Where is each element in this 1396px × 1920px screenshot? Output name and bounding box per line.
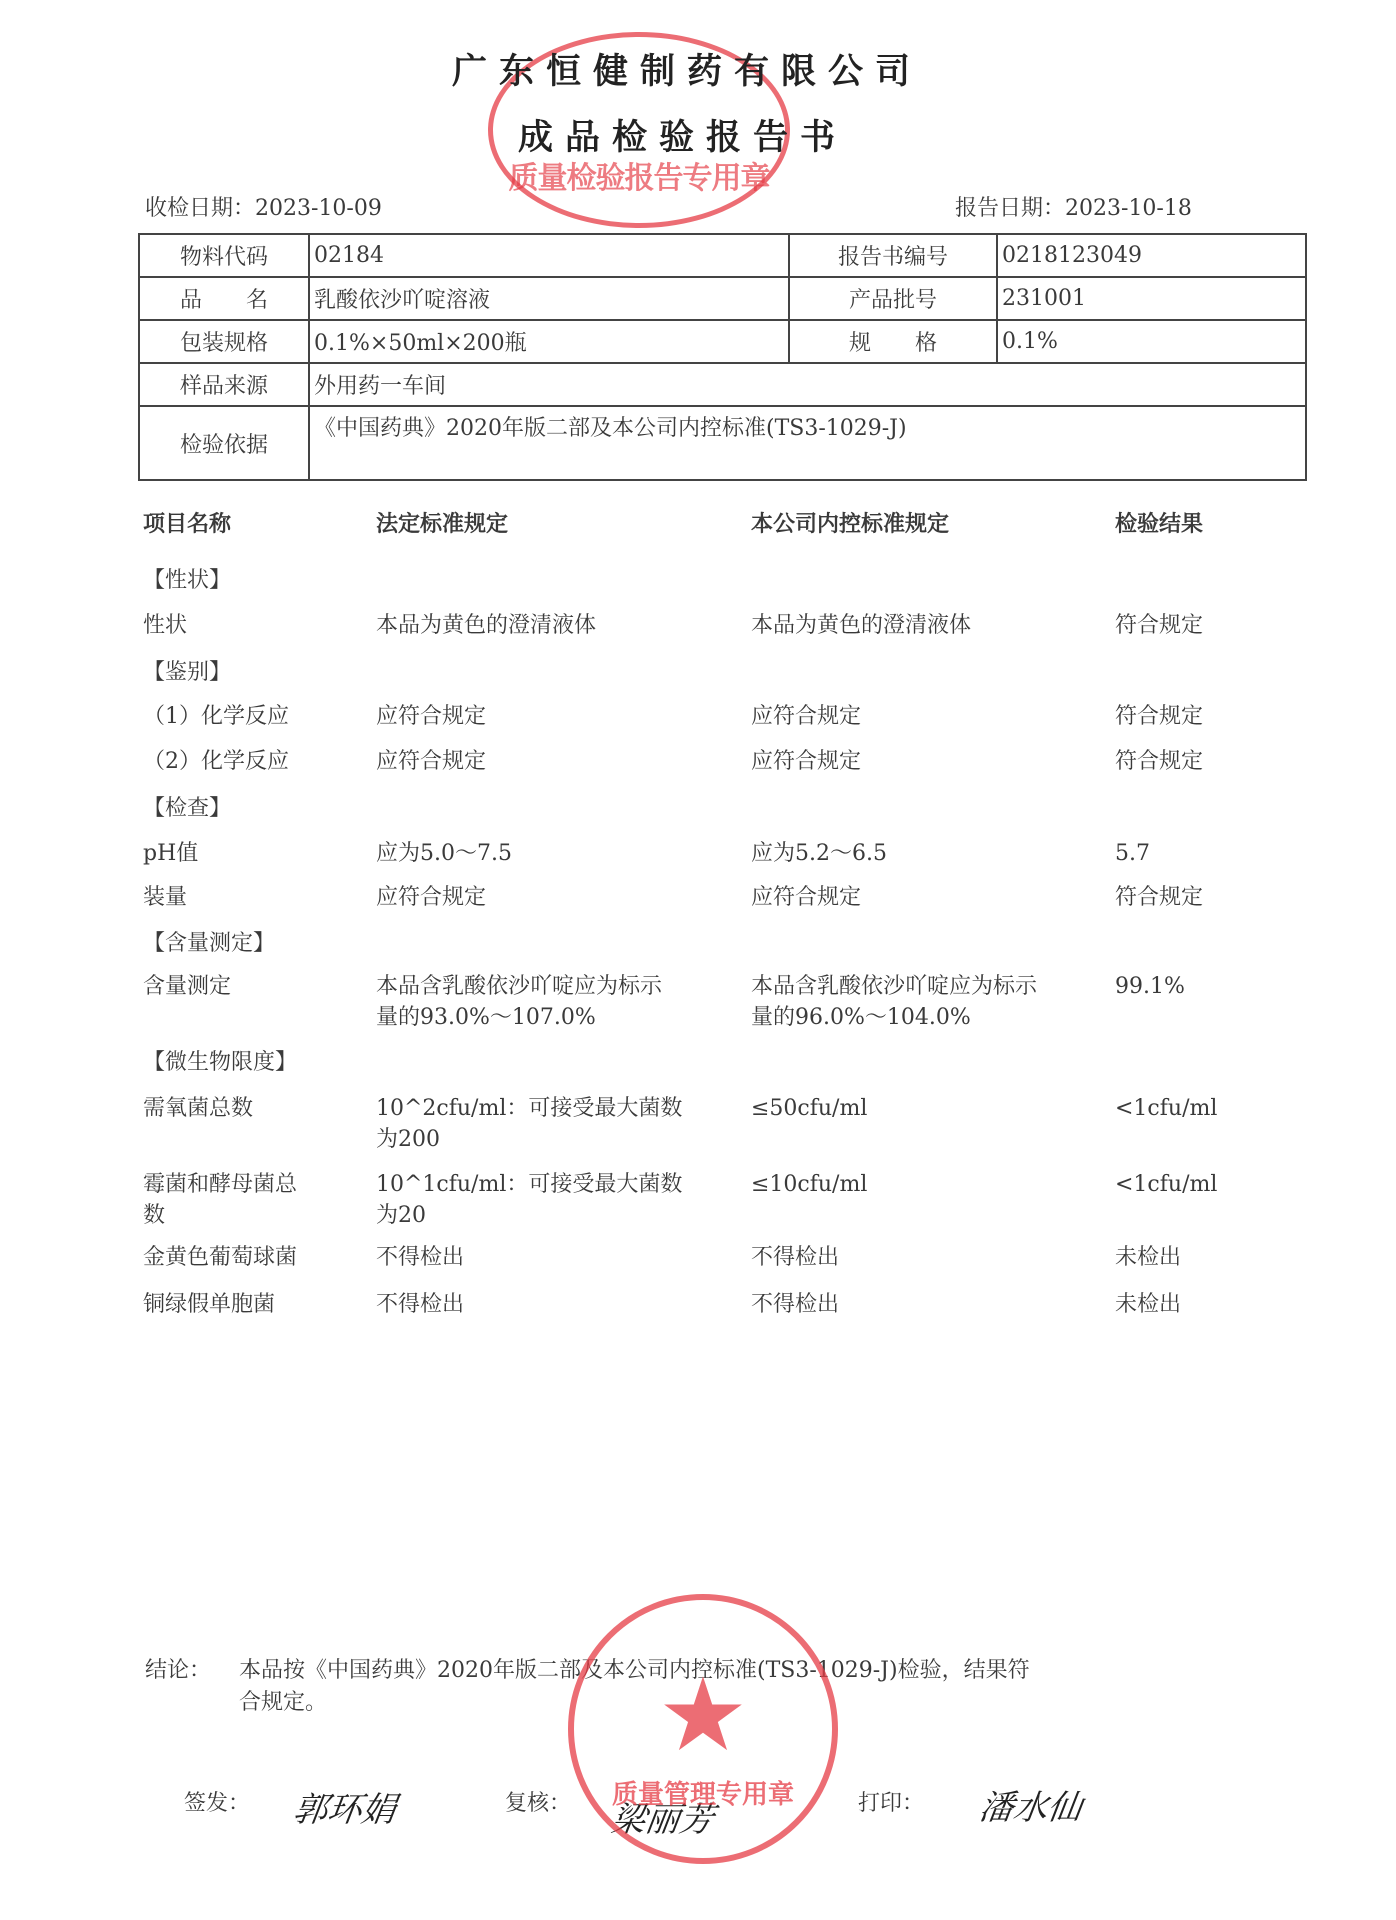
cell-legal: 本品为黄色的澄清液体 [376,613,597,638]
cell-legal: 不得检出 [376,1245,465,1270]
cell-item: 数 [143,1203,166,1228]
cell-legal: 为200 [376,1127,440,1152]
section-heading-item: 【鉴别】 [143,660,232,685]
cell-item: 含量测定 [143,974,232,999]
quality-seal-bottom: ★ 质量管理专用章 [568,1594,838,1864]
basis-label: 检验依据 [139,406,309,480]
section-heading-item: 【微生物限度】 [143,1050,298,1075]
cell-item: 金黄色葡萄球菌 [143,1245,298,1270]
cell-item: 霉菌和酵母菌总 [143,1172,298,1197]
cell-internal: 本品为黄色的澄清液体 [751,613,972,638]
cell-legal: 应符合规定 [376,749,487,774]
package-spec: 0.1%×50ml×200瓶 [309,320,789,363]
column-header-internal: 本公司内控标准规定 [751,511,950,537]
cell-internal: ≤10cfu/ml [751,1172,868,1197]
column-header-item: 项目名称 [143,511,232,537]
cell-legal: 应为5.0～7.5 [376,841,512,866]
cell-result: <1cfu/ml [1115,1172,1218,1197]
cell-legal: 10^2cfu/ml：可接受最大菌数 [376,1096,683,1121]
cell-internal: 应符合规定 [751,704,862,729]
print-signature: 潘水仙 [976,1788,1085,1828]
cell-item: pH值 [143,841,199,866]
section-heading-item: 【检查】 [143,796,232,821]
report-no: 0218123049 [997,234,1306,277]
receive-date-label: 收检日期： [145,196,256,221]
print-label: 打印： [858,1791,925,1816]
cell-internal: ≤50cfu/ml [751,1096,868,1121]
cell-internal: 量的96.0%～104.0% [751,1005,971,1030]
spec: 0.1% [997,320,1306,363]
column-header-legal: 法定标准规定 [376,511,509,537]
product-name: 乳酸依沙吖啶溶液 [309,277,789,320]
material-code: 02184 [309,234,789,277]
cell-legal: 量的93.0%～107.0% [376,1005,596,1030]
cell-legal: 本品含乳酸依沙吖啶应为标示 [376,974,663,999]
report-date [955,194,1192,224]
cell-item: （2）化学反应 [143,749,289,774]
cell-item: （1）化学反应 [143,704,289,729]
package-label: 包装规格 [139,320,309,363]
company-name: 广东恒健制药有限公司 [452,51,923,92]
section-heading-item: 【性状】 [143,568,232,593]
receive-date [145,194,382,224]
conclusion-label: 结论： [145,1658,212,1683]
cell-internal: 应符合规定 [751,749,862,774]
info-table [138,233,1307,481]
cell-result: 99.1% [1115,974,1185,999]
product-name-label: 品 名 [139,277,309,320]
material-code-label: 物料代码 [139,234,309,277]
review-signature: 梁丽芳 [608,1800,717,1840]
report-date-value: 2023-10-18 [1065,196,1192,221]
cell-result: 未检出 [1115,1245,1182,1270]
company-seal-top: 质量检验报告专用章 [488,32,790,228]
cell-result: 符合规定 [1115,749,1204,774]
cell-internal: 应符合规定 [751,885,862,910]
cell-result: 符合规定 [1115,704,1204,729]
spec-label: 规 格 [789,320,997,363]
cell-legal: 应符合规定 [376,885,487,910]
column-header-result: 检验结果 [1115,511,1204,537]
cell-internal: 本品含乳酸依沙吖啶应为标示 [751,974,1038,999]
report-no-label: 报告书编号 [789,234,997,277]
cell-result: 符合规定 [1115,613,1204,638]
issue-signature: 郭环娟 [290,1790,399,1830]
batch-no: 231001 [997,277,1306,320]
cell-result: 5.7 [1115,841,1150,866]
cell-item: 装量 [143,885,188,910]
source-label: 样品来源 [139,363,309,406]
cell-legal: 10^1cfu/ml：可接受最大菌数 [376,1172,683,1197]
document-title: 成品检验报告书 [518,117,848,158]
cell-item: 铜绿假单胞菌 [143,1292,276,1317]
report-date-label: 报告日期： [955,196,1066,221]
cell-result: 符合规定 [1115,885,1204,910]
cell-legal: 为20 [376,1203,426,1228]
cell-internal: 不得检出 [751,1245,840,1270]
cell-legal: 不得检出 [376,1292,465,1317]
receive-date-value: 2023-10-09 [255,196,382,221]
review-label: 复核： [505,1791,572,1816]
conclusion-text-line1: 本品按《中国药典》2020年版二部及本公司内控标准(TS3-1029-J)检验，结果符 [239,1658,1030,1683]
cell-item: 需氧菌总数 [143,1096,254,1121]
inspection-basis: 《中国药典》2020年版二部及本公司内控标准(TS3-1029-J) [309,406,1306,480]
batch-label: 产品批号 [789,277,997,320]
issue-label: 签发： [184,1791,251,1816]
sample-source: 外用药一车间 [309,363,1306,406]
cell-result: <1cfu/ml [1115,1096,1218,1121]
section-heading-item: 【含量测定】 [143,931,276,956]
cell-result: 未检出 [1115,1292,1182,1317]
star-icon: ★ [662,1662,744,1768]
conclusion-text-line2: 合规定。 [239,1690,328,1715]
cell-internal: 不得检出 [751,1292,840,1317]
cell-internal: 应为5.2～6.5 [751,841,887,866]
cell-legal: 应符合规定 [376,704,487,729]
cell-item: 性状 [143,613,188,638]
